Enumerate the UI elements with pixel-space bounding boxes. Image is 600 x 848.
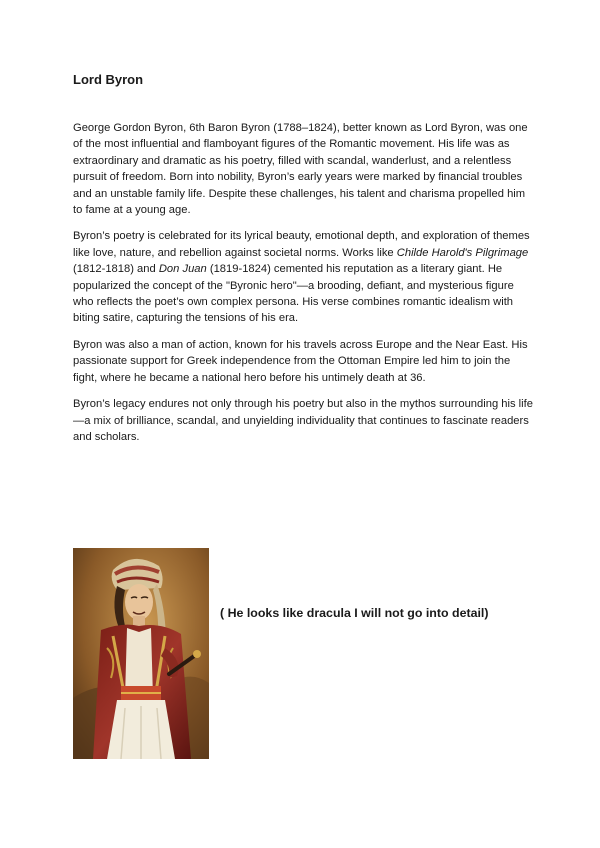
work-title-don-juan: Don Juan xyxy=(158,263,207,276)
paragraph-intro: George Gordon Byron, 6th Baron Byron (1788–1824), better known as Lord Byron, was one of the most influential and flamboyant figures of the Romantic movement. His life was as extraordinary and dramatic as his poetry, filled with scandal, wanderlust, and a relentless pursuit of freedom. Born into nobility, Byron’s early years were marked by financial troubles and an unstable family life. Despite these challenges, his talent and charisma propelled him to fame at a young age. xyxy=(73,122,528,217)
portrait-illustration xyxy=(73,548,209,759)
paragraph-legacy: Byron’s legacy endures not only through his poetry but also in the mythos surrounding his life—a mix of brilliance, scandal, and unyielding individuality that continues to fascinate readers and scholars. xyxy=(73,398,533,443)
paragraph-action: Byron was also a man of action, known for his travels across Europe and the Near East. His passionate support for Greek independence from the Ottoman Empire led him to join the fight, where he became a national hero before his untimely death at 36. xyxy=(73,338,528,384)
page-title: Lord Byron xyxy=(73,72,144,87)
document-body xyxy=(73,120,533,455)
byron-portrait-image xyxy=(73,548,209,759)
paragraph-poetry-text-1: Byron’s poetry is celebrated for its lyrical beauty, emotional depth, and exploration of themes like love, nature, and rebellion against societal norms. Works like xyxy=(73,230,530,259)
work-title-childe-harold: Childe Harold's Pilgrimage xyxy=(396,246,529,259)
paragraph-poetry-text-3: (1819-1824) cemented his reputation as a literary giant. He popularized the concept of the "Byronic hero"—a brooding, defiant, and mysterious figure who reflects the poet’s own complex persona. His verse combines romantic idealism with biting satire, capturing the tensions of his era. xyxy=(73,263,514,325)
paragraph-poetry xyxy=(73,228,533,326)
portrait-caption: ( He looks like dracula I will not go into detail) xyxy=(220,606,489,620)
paragraph-poetry-text-2: (1812-1818) and xyxy=(73,263,159,276)
